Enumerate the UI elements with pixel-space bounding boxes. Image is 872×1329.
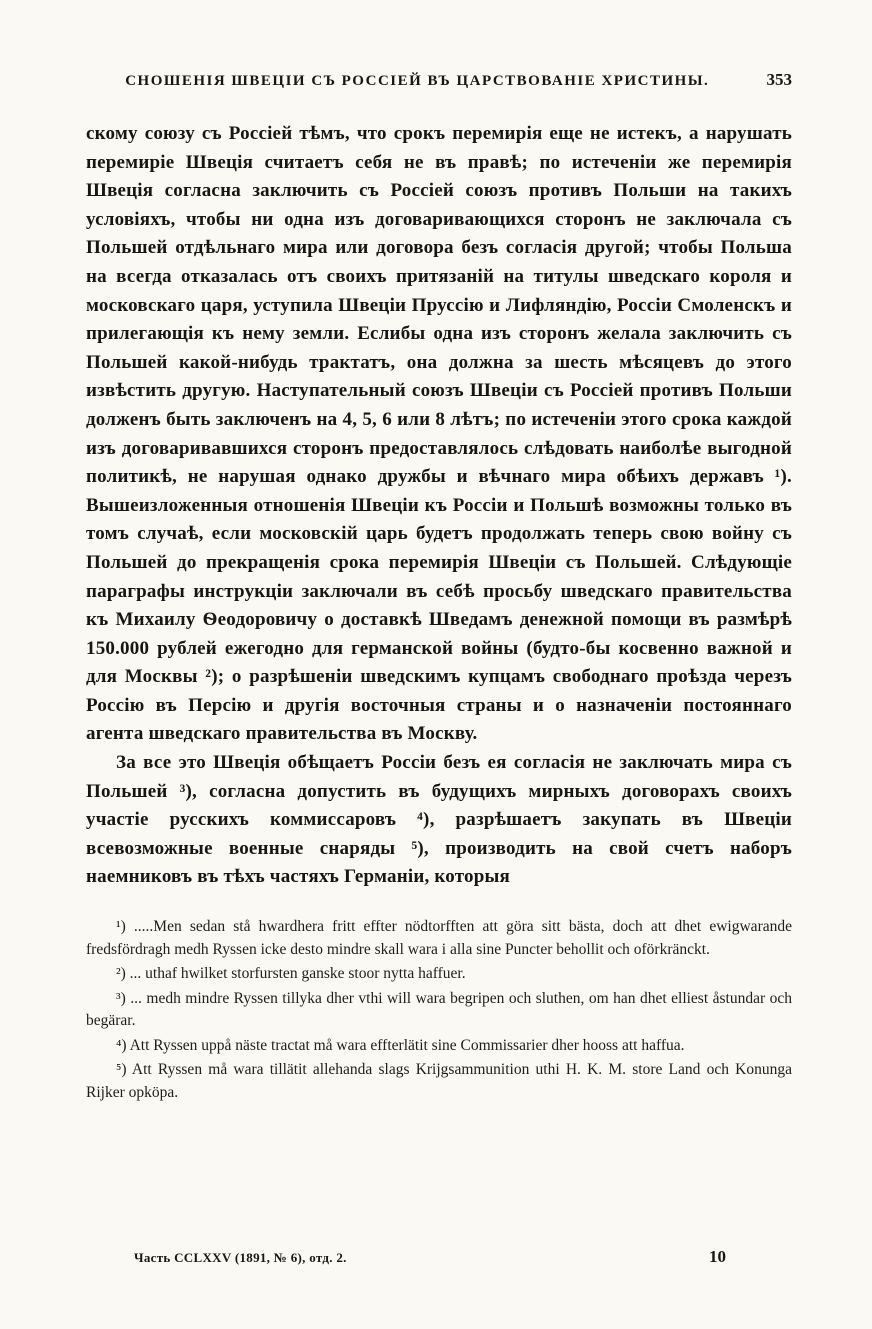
page-content — [86, 70, 792, 1106]
footer-page-number: 10 — [709, 1247, 726, 1266]
running-head-page-number: 353 — [766, 70, 792, 89]
page-footer — [86, 1247, 792, 1267]
footnote-3: ³) ... medh mindre Ryssen tillyka dher vthi will wara begripen och sluthen, om han dhet elliest åstundar och begärar. — [86, 989, 792, 1030]
body-paragraph-1: скому союзу съ Россіей тѣмъ, что срокъ перемирія еще не истекъ, а нарушать перемиріе Швеція считаетъ себя не въ правѣ; по истеченіи же перемирія Швеція согласна заключить съ Россіей союзъ противъ Польши на такихъ условіяхъ, чтобы ни одна изъ договаривающихся сторонъ не заключала съ Польшей отдѣльнаго мира или договора безъ согласія другой; чтобы Польша на всегда отказалась отъ своихъ притязаній на титулы шведскаго короля и московскаго царя, уступила Швеціи Пруссію и Лифляндію, Россіи Смоленскъ и прилегающія къ нему земли. Еслибы одна изъ сторонъ желала заключить съ Польшей какой-нибудь трактатъ, она должна за шесть мѣсяцевъ до этого извѣстить другую. Наступательный союзъ Швеціи съ Россіей противъ Польши долженъ быть заключенъ на 4, 5, 6 или 8 лѣтъ; по истеченіи этого срока каждой изъ договаривавшихся сторонъ предоставлялось слѣдовать наиболѣе выгодной политикѣ, не нарушая однако дружбы и вѣчнаго мира обѣихъ державъ ¹). Вышеизложенныя отношенія Швеціи къ Россіи и Польшѣ возможны только въ томъ случаѣ, если московскій царь будетъ продолжать теперь свою войну съ Польшей до прекращенія срока перемирія Швеціи съ Польшей. Слѣдующіе параграфы инструкціи заключали въ себѣ просьбу шведскаго правительства къ Михаилу Ѳеодоровичу о доставкѣ Шведамъ денежной помощи въ размѣрѣ 150.000 рублей ежегодно для германской войны (будто-бы косвенно важной и для Москвы ²); о разрѣшеніи шведскимъ купцамъ свободнаго проѣзда черезъ Россію въ Персію и другія восточныя страны и о назначеніи постояннаго агента шведскаго правительства въ Москву. — [86, 123, 792, 745]
footnote-4: ⁴) Att Ryssen uppå näste tractat må wara effterlätit sine Commissarier dher hooss att haffua. — [116, 1036, 685, 1054]
running-head — [86, 70, 792, 90]
footnote-2: ²) ... uthaf hwilket storfursten ganske stoor nytta haffuer. — [116, 965, 466, 983]
footnotes — [86, 916, 792, 1104]
footnote-5: ⁵) Att Ryssen må wara tillätit allehanda slags Krijgsammunition uthi H. K. M. store Land och Konunga Rijker opköpa. — [86, 1061, 792, 1101]
footer-imprint: Часть CCLXXV (1891, № 6), отд. 2. — [134, 1250, 347, 1265]
footnote-1: ¹) .....Men sedan stå hwardhera fritt effter nödtorfften att göra sitt bästa, doch att dhet ewigwarande fredsfördragh medh Ryssen icke desto mindre skall wara i alla sine Puncter behollit och oförkränckt. — [86, 918, 792, 958]
running-head-title: СНОШЕНІЯ ШВЕЦІИ СЪ РОССІЕЙ ВЪ ЦАРСТВОВАНІЕ ХРИСТИНЫ. — [125, 73, 710, 89]
body-paragraph-2: За все это Швеція обѣщаетъ Россіи безъ ея согласія не заключать мира съ Польшей ³), согласна допустить въ будущихъ мирныхъ договорахъ своихъ участіе русскихъ коммиссаровъ ⁴), разрѣшаетъ закупать въ Швеціи всевозможные военные снаряды ⁵), производить на свой счетъ наборъ наемниковъ въ тѣхъ частяхъ Германіи, которыя — [86, 752, 792, 888]
body-text — [86, 120, 792, 892]
